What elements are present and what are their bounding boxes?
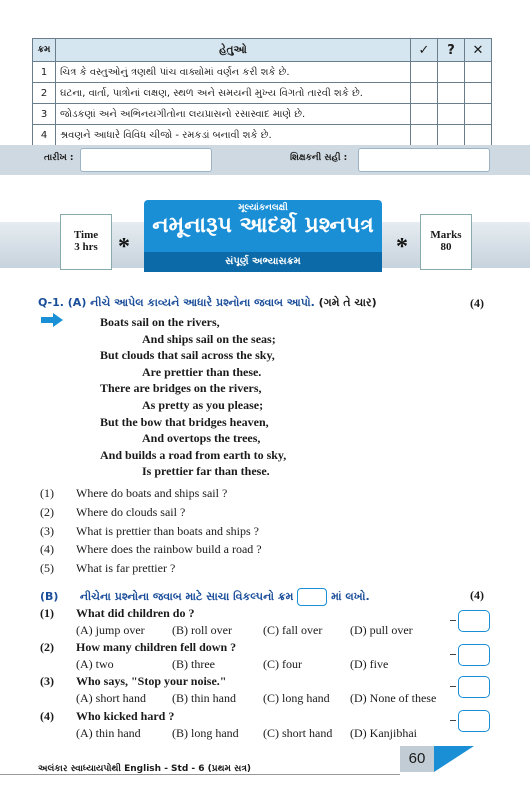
question-item xyxy=(40,503,262,522)
paper-subtitle: મૂલ્યાંકનલક્ષી xyxy=(238,203,288,213)
page-corner-decoration xyxy=(434,746,474,772)
star-icon: * xyxy=(396,234,408,260)
objective-cross-cell[interactable] xyxy=(465,125,492,146)
qb-instruction: નીચેના પ્રશ્નોના જવાબ માટે સાચા વિકલ્પનો ક્રમ xyxy=(79,590,294,603)
date-field[interactable] xyxy=(80,148,212,172)
poem-line: But clouds that sail across the sky, xyxy=(100,348,275,363)
page-number: 60 xyxy=(400,746,434,772)
mcq-option[interactable]: (D) Kanjibhai xyxy=(350,726,417,740)
mcq-option[interactable]: (C) short hand xyxy=(263,726,333,740)
objective-text: ઘટના, વાર્તા, પાત્રોનાં લક્ષણ, સ્થળ અને સમયની મુખ્ય વિગતો તારવી શકે છે. xyxy=(56,83,411,104)
date-label: તારીખ : xyxy=(44,153,74,163)
objective-text: શ્રવણને આધારે વિવિધ ચીજો - રમકડાં બનાવી શકે છે. xyxy=(56,125,411,146)
marks-box xyxy=(420,214,472,270)
mcq-option[interactable]: (A) jump over xyxy=(76,623,145,637)
objective-num: 3 xyxy=(33,104,56,125)
poem-line: And ships sail on the seas; xyxy=(142,331,276,346)
qb-instruction-end: માં લખો. xyxy=(331,590,370,603)
objective-row xyxy=(33,62,492,83)
poem xyxy=(100,314,286,480)
mcq-num: (3) xyxy=(40,674,54,688)
mcq-option[interactable]: (C) fall over xyxy=(263,623,323,637)
objective-question-cell[interactable] xyxy=(438,104,465,125)
mcq-num: (4) xyxy=(40,709,54,723)
q1-marks: (4) xyxy=(470,296,484,310)
mcq-text: What did children do ? xyxy=(76,606,195,620)
poem-line: Is prettier far than these. xyxy=(142,464,270,479)
footer-divider xyxy=(0,774,400,775)
answer-box[interactable] xyxy=(458,676,490,698)
answer-box[interactable] xyxy=(458,644,490,666)
question-text: What is far prettier ? xyxy=(76,561,176,576)
answer-box[interactable] xyxy=(458,710,490,732)
poem-line: There are bridges on the rivers, xyxy=(100,381,262,396)
objective-row xyxy=(33,104,492,125)
mcq-option[interactable]: (B) roll over xyxy=(172,623,232,637)
signature-bar xyxy=(0,145,530,175)
question-num: (4) xyxy=(40,542,54,557)
objective-check-cell[interactable] xyxy=(411,125,438,146)
mcq-option[interactable]: (D) pull over xyxy=(350,623,413,637)
qb-label: (B) xyxy=(40,590,59,603)
objective-cross-cell[interactable] xyxy=(465,83,492,104)
mcq-option[interactable]: (A) two xyxy=(76,657,114,671)
answer-box[interactable] xyxy=(458,610,490,632)
objective-cross-cell[interactable] xyxy=(465,104,492,125)
mcq-question xyxy=(40,709,174,724)
q1-questions xyxy=(40,484,262,578)
question-text: Where does the rainbow build a road ? xyxy=(76,542,262,557)
question-item xyxy=(40,540,262,559)
question-text: What is prettier than boats and ships ? xyxy=(76,523,259,538)
mcq-option[interactable]: (C) long hand xyxy=(263,691,330,705)
question-item xyxy=(40,484,262,503)
question-icon: ? xyxy=(438,39,465,62)
objective-num: 2 xyxy=(33,83,56,104)
qb-heading xyxy=(40,588,370,606)
mcq-option[interactable]: (D) five xyxy=(350,657,389,671)
answer-box-sample xyxy=(297,588,327,606)
arrow-right-icon xyxy=(41,313,63,327)
objective-num: 1 xyxy=(33,62,56,83)
mcq-option[interactable]: (B) three xyxy=(172,657,215,671)
objective-question-cell[interactable] xyxy=(438,83,465,104)
poem-line: And overtops the trees, xyxy=(142,431,261,446)
q1-heading xyxy=(38,296,377,310)
objective-question-cell[interactable] xyxy=(438,62,465,83)
mcq-text: Who kicked hard ? xyxy=(76,709,175,723)
poem-line: As pretty as you please; xyxy=(142,397,264,412)
mcq-num: (2) xyxy=(40,640,54,654)
mcq-option[interactable]: (B) thin hand xyxy=(172,691,236,705)
objectives-header-title: હેતુઓ xyxy=(56,39,411,62)
paper-syllabus: સંપૂર્ણ અભ્યાસક્રમ xyxy=(144,252,382,272)
objective-row xyxy=(33,83,492,104)
question-num: (1) xyxy=(40,486,54,500)
marks-label: Marks xyxy=(430,229,462,241)
poem-line: Are prettier than these. xyxy=(142,364,262,379)
paper-title-panel xyxy=(144,200,382,272)
poem-line: Boats sail on the rivers, xyxy=(100,315,220,329)
objective-num: 4 xyxy=(33,125,56,146)
objectives-table xyxy=(32,38,492,146)
mcq-question xyxy=(40,640,236,655)
objective-text: ચિત્ર કે વસ્તુઓનું ત્રણથી પાંચ વાક્યોમાં વર્ણન કરી શકે છે. xyxy=(56,62,411,83)
objective-cross-cell[interactable] xyxy=(465,62,492,83)
objectives-header-num: ક્રમ xyxy=(33,39,56,62)
time-label: Time xyxy=(73,229,99,241)
answer-dash xyxy=(450,654,456,655)
q1-label: Q-1. (A) નીચે આપેલ કાવ્યને આધારે પ્રશ્નોના જવાબ આપો. xyxy=(38,296,315,309)
question-item xyxy=(40,522,262,541)
answer-dash xyxy=(450,620,456,621)
objective-check-cell[interactable] xyxy=(411,62,438,83)
question-num: (5) xyxy=(40,561,54,576)
marks-value: 80 xyxy=(440,241,452,253)
mcq-option[interactable]: (D) None of these xyxy=(350,691,437,705)
objective-row xyxy=(33,125,492,146)
check-icon: ✓ xyxy=(411,39,438,62)
teacher-signature-field[interactable] xyxy=(358,148,490,172)
mcq-option[interactable]: (A) thin hand xyxy=(76,726,141,740)
mcq-num: (1) xyxy=(40,606,54,620)
question-num: (3) xyxy=(40,523,54,538)
paper-title: નમૂનારૂપ આદર્શ પ્રશ્નપત્ર xyxy=(152,213,374,238)
poem-line: And builds a road from earth to sky, xyxy=(100,447,287,462)
mcq-question xyxy=(40,606,194,621)
mcq-option[interactable]: (B) long hand xyxy=(172,726,239,740)
question-num: (2) xyxy=(40,504,54,519)
objective-check-cell[interactable] xyxy=(411,104,438,125)
poem-line: But the bow that bridges heaven, xyxy=(100,414,269,429)
mcq-text: Who says, "Stop your noise." xyxy=(76,674,227,688)
cross-icon: ✕ xyxy=(465,39,492,62)
question-item xyxy=(40,559,262,578)
objective-check-cell[interactable] xyxy=(411,83,438,104)
mcq-question xyxy=(40,674,226,689)
objective-text: જોડકણાં અને અભિનયગીતોના લયપ્રાસનો રસાસ્વાદ માણે છે. xyxy=(56,104,411,125)
mcq-option[interactable]: (C) four xyxy=(263,657,302,671)
star-icon: * xyxy=(118,234,130,260)
mcq-option[interactable]: (A) short hand xyxy=(76,691,146,705)
mcq-text: How many children fell down ? xyxy=(76,640,237,654)
question-text: Where do boats and ships sail ? xyxy=(76,486,228,500)
answer-dash xyxy=(450,686,456,687)
footer-text: અલંકાર સ્વાધ્યાયપોથી English - Std - 6 (પ્રથમ સત્ર) xyxy=(38,764,251,774)
question-text: Where do clouds sail ? xyxy=(76,504,186,519)
qb-marks: (4) xyxy=(470,588,484,602)
time-value: 3 hrs xyxy=(74,241,98,253)
answer-dash xyxy=(450,720,456,721)
time-box xyxy=(60,214,112,270)
q1-choice: (ગમે તે ચાર) xyxy=(318,296,377,309)
teacher-signature-label: શિક્ષકની સહી : xyxy=(290,153,348,163)
objective-question-cell[interactable] xyxy=(438,125,465,146)
